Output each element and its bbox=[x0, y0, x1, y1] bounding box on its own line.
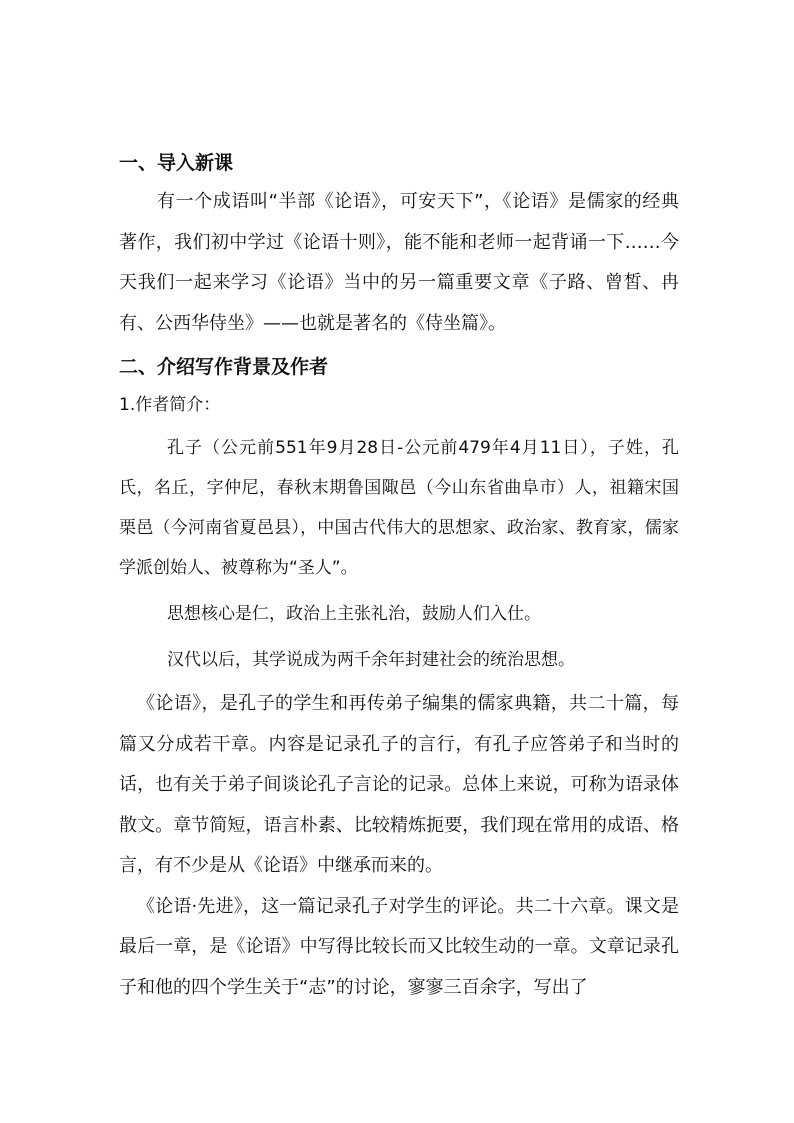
author-influence-paragraph: 汉代以后，其学说成为两千余年封建社会的统治思想。 bbox=[167, 650, 575, 670]
document-content bbox=[119, 144, 679, 1008]
author-bio-paragraph: 孔子（公元前551年9月28日-公元前479年4月11日），子姓，孔氏，名丘，字仲尼，春秋末期鲁国陬邑（今山东省曲阜市）人，祖籍宋国栗邑（今河南省夏邑县），中国古代伟大的思想家、政治家、教育家，儒家学派创始人、被尊称为“圣人”。 bbox=[119, 438, 679, 578]
author-thought-paragraph: 思想核心是仁，政治上主张礼治，鼓励人们入仕。 bbox=[167, 604, 541, 624]
intro-paragraph: 有一个成语叫“半部《论语》，可安天下”，《论语》是儒家的经典著作，我们初中学过《论语十则》，能不能和老师一起背诵一下……今天我们一起来学习《论语》当中的另一篇重要文章《子路、曾皙、冉有、公西华侍坐》——也就是著名的《侍坐篇》。 bbox=[119, 191, 679, 334]
section-heading-background: 二、介绍写作背景及作者 bbox=[119, 356, 329, 378]
xianjin-paragraph: 《论语·先进》，这一篇记录孔子对学生的评论。共二十六章。课文是最后一章，是《论语》中写得比较长而又比较生动的一章。文章记录孔子和他的四个学生关于“志”的讨论，寥寥三百余字，写出了 bbox=[119, 895, 679, 998]
author-subheading: 1.作者简介： bbox=[119, 395, 221, 415]
lunyu-paragraph: 《论语》，是孔子的学生和再传弟子编集的儒家典籍，共二十篇，每篇又分成若干章。内容是记录孔子的言行，有孔子应答弟子和当时的话，也有关于弟子间谈论孔子言论的记录。总体上来说，可称为语录体散文。章节简短，语言朴素、比较精炼扼要，我们现在常用的成语、格言，有不少是从《论语》中继承而来的。 bbox=[119, 693, 679, 876]
section-heading-intro: 一、导入新课 bbox=[119, 152, 234, 174]
